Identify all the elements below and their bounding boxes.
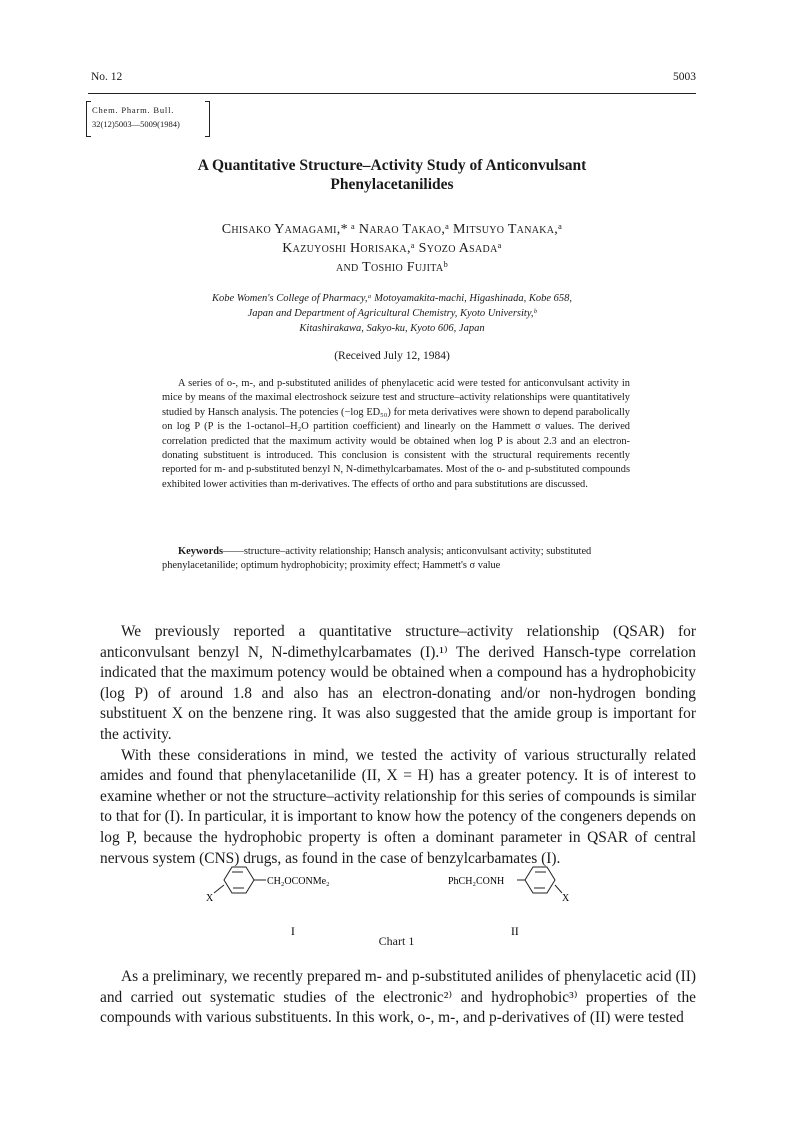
compound-ii-x: X [562,893,570,904]
keywords: Keywords——structure–activity relationship; Hansch analysis; anticonvulsant activity; substituted phenylacetanilide; optimum hydrophobicity; proximity effect; Hammett's σ value [162,546,592,572]
body-paragraph-1: We previously reported a quantitative structure–activity relationship (QSAR) for anticonvulsant benzyl N, N-dimethylcarbamates (I).¹⁾ The derived Hansch-type correlation indicated that the maximum potency would be obtained when a compound has a hydrophobicity (log P) of around 1.8 and also has an electron-donating and/or non-hydrogen bonding substituent X on the benzene ring. It was also suggested that the amide group is important for the activity. [100,623,696,743]
citation-box [90,101,208,135]
keywords-label: Keywords [178,546,224,557]
compound-i-substituent: CH₂OCONMe₂ [267,876,330,887]
authors-line-3: and Toshio Fujitaᵇ [335,260,448,275]
benzene-ring-i-icon [214,867,266,893]
keywords-text: structure–activity relationship; Hansch analysis; anticonvulsant activity; substituted phenylacetanilide; optimum hydrophobicity; proximity effect; Hammett's σ value [162,546,592,572]
affiliation-line-2: Japan and Department of Agricultural Chemistry, Kyoto University,ᵇ [247,308,537,319]
compound-ii-prefix: PhCH₂CONH [448,876,505,887]
affiliation [100,291,684,336]
authors-line-2: Kazuyoshi Horisaka,ᵃ Syozo Asadaᵃ [282,241,502,256]
title-line-1: A Quantitative Structure–Activity Study of Anticonvulsant [197,157,587,174]
authors-line-1: Chisako Yamagami,* ᵃ Narao Takao,ᵃ Mitsuyo Tanaka,ᵃ [221,222,563,237]
affiliation-line-1: Kobe Women's College of Pharmacy,ᵃ Motoyamakita-machi, Higashinada, Kobe 658, [211,293,573,304]
body-intro [100,622,696,869]
benzene-ring-ii-icon [517,867,562,893]
header-rule [88,93,696,94]
citation-volume: 32(12)5003—5009(1984) [92,119,180,129]
affiliation-line-3: Kitashirakawa, Sakyo-ku, Kyoto 606, Japan [299,323,485,334]
body-paragraph-3: As a preliminary, we recently prepared m- and p-substituted anilides of phenylacetic acid (II) and carried out systematic studies of the electronic²⁾ and hydrophobic³⁾ properties of the compounds with various substituents. In this work, o-, m-, and p-derivatives of (II) were tested [100,968,696,1027]
abstract [162,377,630,492]
body-paragraph-2: With these considerations in mind, we tested the activity of various structurally related amides and found that phenylacetanilide (II, X = H) has a greater potency. It is of interest to examine whether or not the structure–activity relationship for this series of compounds is similar to that for (I). In particular, it is important to know how the potency of the congeners depends on log P, because the hydrophobic property is often a dominant parameter in QSAR of central nervous system (CNS) drugs, as found in the case of benzylcarbamates (I). [100,746,696,867]
chart-caption: Chart 1 [378,934,415,948]
compound-i-x: X [206,893,214,904]
journal-issue: No. 12 [91,71,123,83]
body-continuation [100,967,696,1029]
abstract-text: A series of o-, m-, and p-substituted anilides of phenylacetic acid were tested for anticonvulsant activity in mice by means of the maximal electroshock seizure test and structure–activity relationships were quantitatively studied by Hansch analysis. The potencies (−log ED₅₀) for meta derivatives were shown to depend parabolically on log P (P is the 1-octanol–H₂O partition coefficient) and linearly on the Hammett σ values. The derived correlation predicted that the maximum activity would be obtained when log P is about 2.3 and an electron-donating substituent is introduced. This conclusion is consistent with the structural requirements recently reported for m- and p-substituted benzyl N, N-dimethylcarbamates. Most of the o- and p-substituted compounds exhibited lower activities than m-derivatives. The effects of ortho and para substitutions are discussed. [162,378,630,490]
page-number: 5003 [673,71,696,83]
compound-i-label: I [291,926,295,938]
citation-journal: Chem. Pharm. Bull. [92,105,175,115]
title-line-2: Phenylacetanilides [330,176,454,193]
received-date: (Received July 12, 1984) [334,350,450,362]
article-title [100,156,684,194]
compound-ii-label: II [511,926,519,938]
author-list [100,220,684,277]
